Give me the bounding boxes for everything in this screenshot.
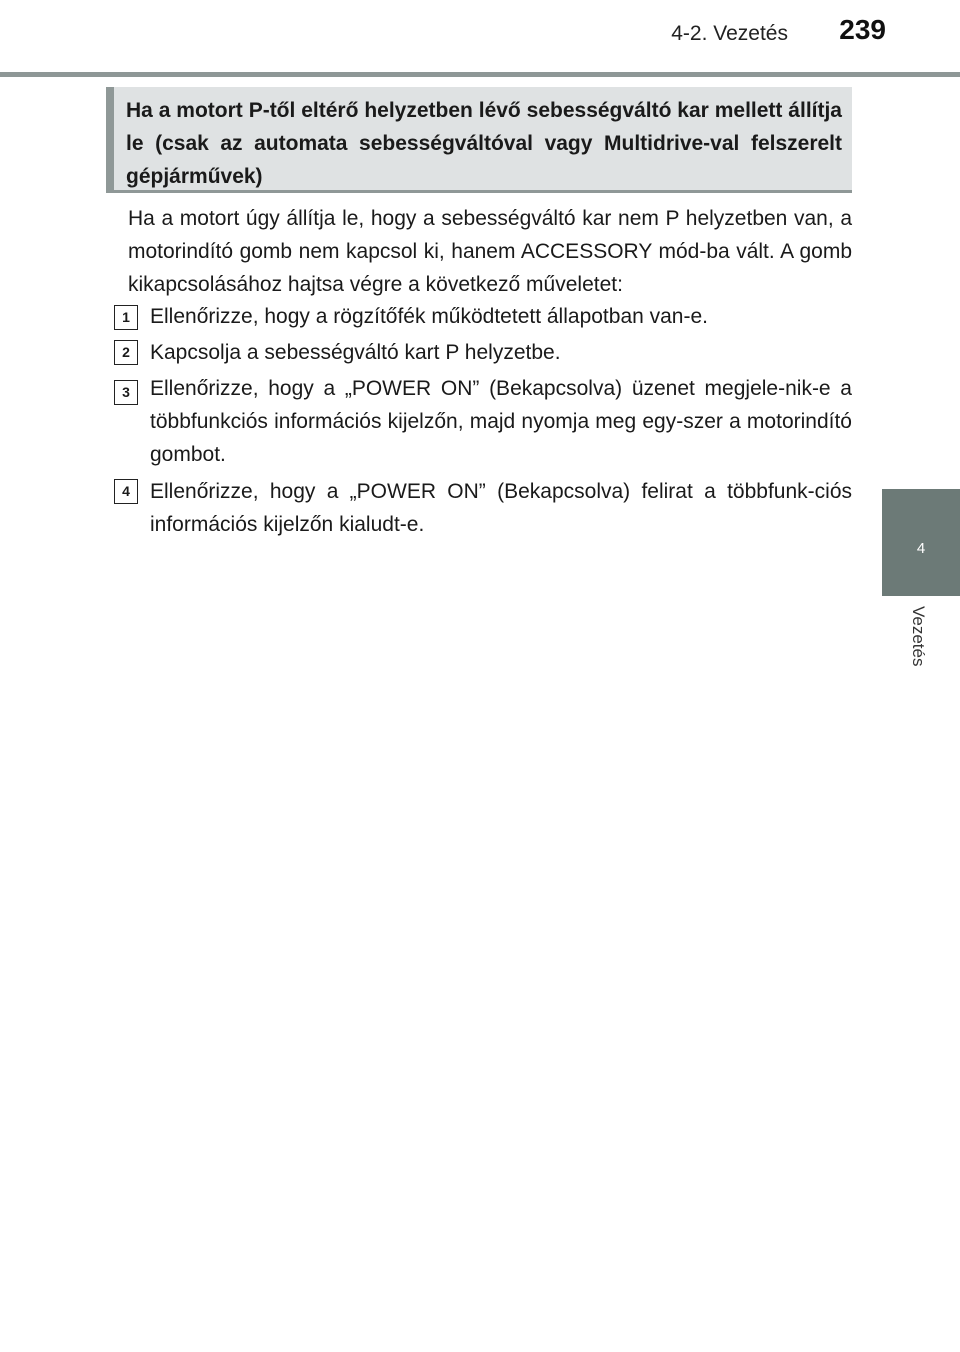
page-number: 239 (839, 14, 886, 45)
chapter-number: 4 (916, 540, 926, 557)
step-number-badge: 4 (114, 479, 138, 504)
step-text: Ellenőrizze, hogy a „POWER ON” (Bekapcsolva) felirat a többfunk-ciós információs kijelzőn kialudt-e. (150, 480, 852, 536)
step-number-badge: 1 (114, 305, 138, 330)
header-divider (0, 72, 960, 77)
step-number-badge: 2 (114, 340, 138, 365)
callout-title: Ha a motort P-től eltérő helyzetben lévő sebességváltó kar mellett állítja le (csak az automata sebességváltóval vagy Multidrive-val felszerelt gépjárművek) (126, 99, 842, 188)
step-text: Kapcsolja a sebességváltó kart P helyzetbe. (150, 341, 561, 364)
callout-box (106, 87, 852, 193)
step-text: Ellenőrizze, hogy a „POWER ON” (Bekapcsolva) üzenet megjele-nik-e a többfunkciós információs kijelzőn, majd nyomja meg egy-szer a motorindító gombot. (150, 377, 852, 466)
intro-paragraph: Ha a motort úgy állítja le, hogy a sebességváltó kar nem P helyzetben van, a motorindító gomb nem kapcsol ki, hanem ACCESSORY mód-ba vált. A gomb kikapcsolásához hajtsa végre a következő műveletet: (128, 207, 852, 296)
chapter-title: Vezetés (909, 606, 928, 667)
section-title: 4-2. Vezetés (671, 22, 788, 45)
step-text: Ellenőrizze, hogy a rögzítőfék működtetett állapotban van-e. (150, 305, 708, 328)
step-number-badge: 3 (114, 380, 138, 405)
